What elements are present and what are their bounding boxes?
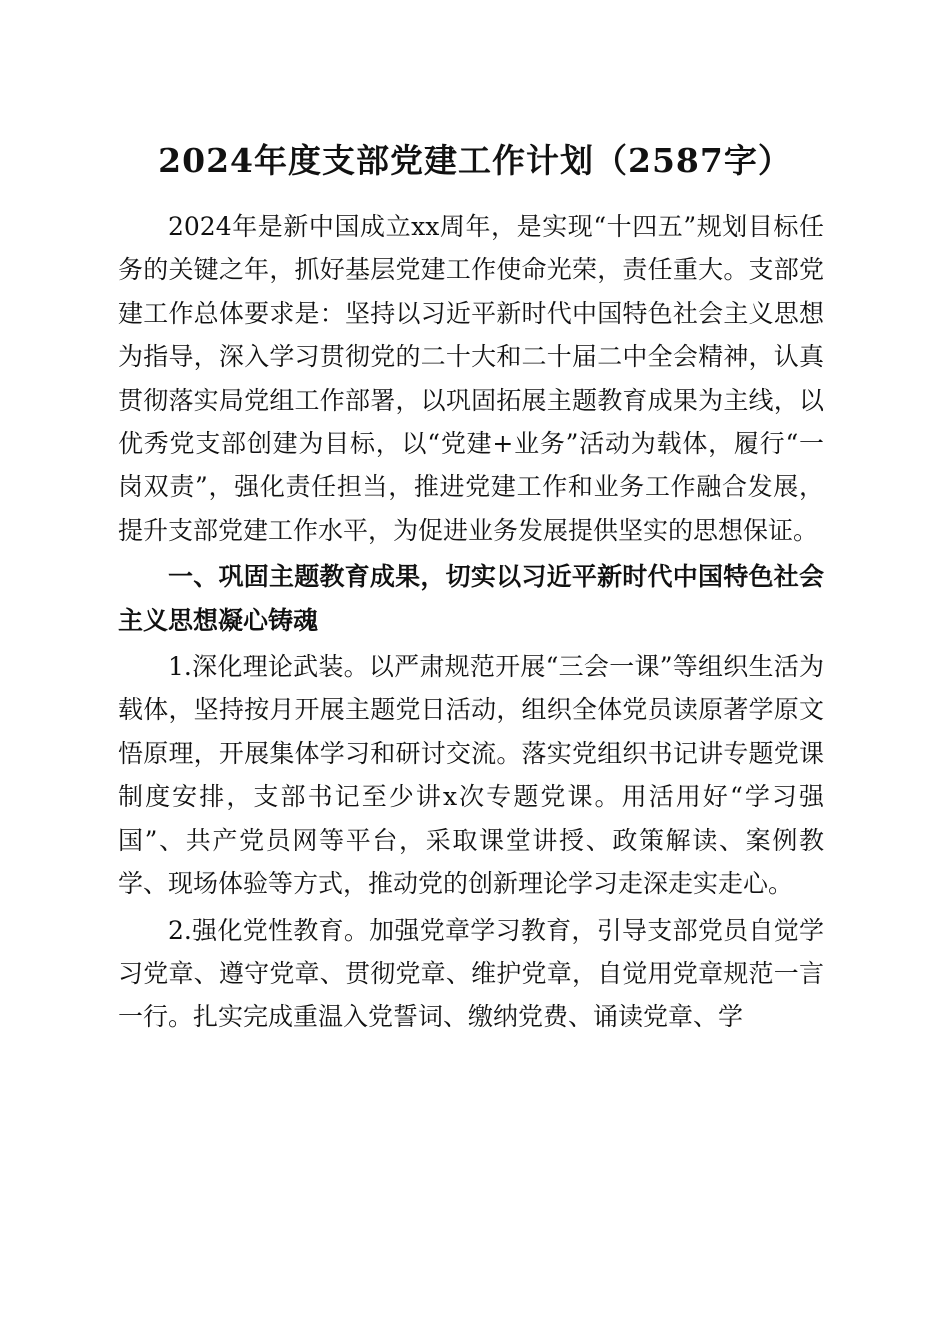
document-body [118, 205, 824, 1039]
item-paragraph-1: 1.深化理论武装。以严肃规范开展“三会一课”等组织生活为载体，坚持按月开展主题党日活动，组织全体党员读原著学原文悟原理，开展集体学习和研讨交流。落实党组织书记讲专题党课制度安排，支部书记至少讲x次专题党课。用活用好“学习强国”、共产党员网等平台，采取课堂讲授、政策解读、案例教学、现场体验等方式，推动党的创新理论学习走深走实走心。 [118, 652, 824, 899]
intro-paragraph: 2024年是新中国成立xx周年，是实现“十四五”规划目标任务的关键之年，抓好基层党建工作使命光荣，责任重大。支部党建工作总体要求是：坚持以习近平新时代中国特色社会主义思想为指导，深入学习贯彻党的二十大和二十届二中全会精神，认真贯彻落实局党组工作部署，以巩固拓展主题教育成果为主线，以优秀党支部创建为目标，以“党建+业务”活动为载体，履行“一岗双责”，强化责任担当，推进党建工作和业务工作融合发展，提升支部党建工作水平，为促进业务发展提供坚实的思想保证。 [118, 212, 824, 545]
section-heading-1: 一、巩固主题教育成果，切实以习近平新时代中国特色社会主义思想凝心铸魂 [118, 562, 824, 635]
item-paragraph-2: 2.强化党性教育。加强党章学习教育，引导支部党员自觉学习党章、遵守党章、贯彻党章、维护党章，自觉用党章规范一言一行。扎实完成重温入党誓词、缴纳党费、诵读党章、学 [118, 915, 824, 1032]
document-title: 2024年度支部党建工作计划（2587字） [158, 141, 792, 180]
